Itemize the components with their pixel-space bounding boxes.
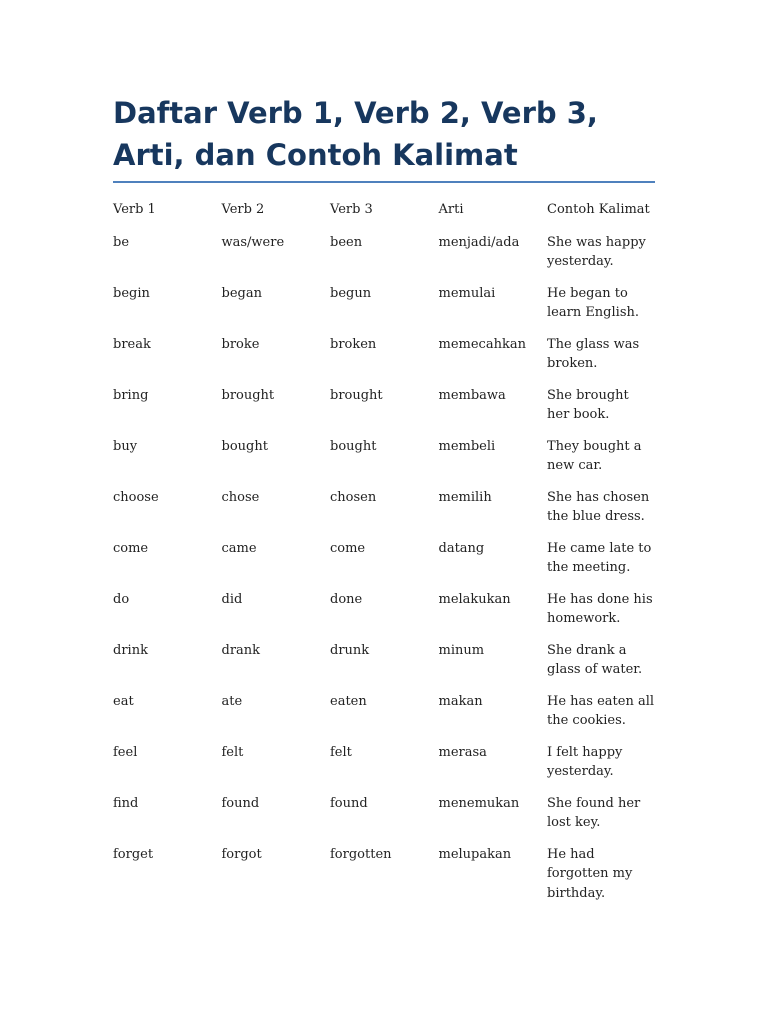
header-verb-1: Verb 1	[113, 202, 156, 217]
cell-verb-2: did	[221, 591, 243, 607]
cell-contoh-kalimat: He has done his homework.	[547, 591, 653, 626]
header-verb-2: Verb 2	[221, 202, 265, 217]
table-row	[113, 689, 655, 740]
cell-contoh-kalimat: He had forgotten my birthday.	[547, 846, 633, 901]
cell-arti: memulai	[438, 285, 496, 301]
cell-verb-3: bought	[330, 438, 377, 454]
cell-verb-2: forgot	[221, 846, 262, 862]
cell-contoh-kalimat: He began to learn English.	[547, 285, 639, 320]
cell-arti: melakukan	[438, 591, 511, 607]
cell-verb-3: brought	[330, 387, 383, 403]
cell-verb-2: chose	[221, 489, 260, 505]
cell-verb-3: broken	[330, 336, 377, 352]
cell-verb-2: began	[221, 285, 262, 301]
cell-verb-1: eat	[113, 693, 134, 709]
cell-verb-2: was/were	[221, 234, 285, 250]
table-row	[113, 791, 655, 842]
cell-verb-2: drank	[221, 642, 261, 658]
cell-verb-2: felt	[221, 744, 244, 760]
cell-verb-1: come	[113, 540, 149, 556]
cell-verb-1: choose	[113, 489, 159, 505]
cell-verb-1: drink	[113, 642, 148, 658]
cell-verb-3: come	[330, 540, 366, 556]
cell-arti: membawa	[438, 387, 506, 403]
header-arti: Arti	[438, 202, 464, 217]
cell-contoh-kalimat: She drank a glass of water.	[547, 642, 643, 677]
cell-arti: merasa	[438, 744, 487, 760]
cell-verb-3: drunk	[330, 642, 370, 658]
cell-arti: memecahkan	[438, 336, 526, 352]
cell-arti: minum	[438, 642, 485, 658]
cell-verb-1: bring	[113, 387, 149, 403]
table-row	[113, 230, 655, 281]
cell-arti: menemukan	[438, 795, 520, 811]
cell-verb-2: bought	[221, 438, 268, 454]
cell-arti: membeli	[438, 438, 496, 454]
cell-arti: makan	[438, 693, 483, 709]
table-row	[113, 587, 655, 638]
table-row	[113, 536, 655, 587]
cell-verb-3: eaten	[330, 693, 367, 709]
cell-verb-2: came	[221, 540, 257, 556]
table-row	[113, 842, 655, 913]
cell-verb-1: forget	[113, 846, 154, 862]
cell-verb-1: buy	[113, 438, 138, 454]
table-row	[113, 638, 655, 689]
cell-arti: melupakan	[438, 846, 512, 862]
cell-verb-3: begun	[330, 285, 372, 301]
document-page	[113, 92, 655, 912]
cell-verb-3: found	[330, 795, 368, 811]
header-contoh-kalimat: Contoh Kalimat	[547, 202, 650, 217]
cell-contoh-kalimat: He has eaten all the cookies.	[547, 693, 655, 728]
cell-contoh-kalimat: I felt happy yesterday.	[547, 744, 623, 779]
cell-verb-3: chosen	[330, 489, 377, 505]
cell-arti: datang	[438, 540, 485, 556]
cell-contoh-kalimat: They bought a new car.	[547, 438, 642, 473]
table-row	[113, 434, 655, 485]
table-row	[113, 281, 655, 332]
cell-verb-3: been	[330, 234, 363, 250]
cell-verb-2: broke	[221, 336, 260, 352]
cell-contoh-kalimat: She has chosen the blue dress.	[547, 489, 650, 524]
table-row	[113, 332, 655, 383]
header-verb-3: Verb 3	[330, 202, 373, 217]
cell-verb-3: felt	[330, 744, 352, 760]
cell-verb-2: found	[221, 795, 260, 811]
cell-arti: memilih	[438, 489, 492, 505]
title-underline	[113, 181, 655, 183]
cell-verb-1: break	[113, 336, 151, 352]
cell-verb-2: ate	[221, 693, 243, 709]
table-row	[113, 740, 655, 791]
table-row	[113, 485, 655, 536]
table-header-row	[113, 197, 655, 230]
cell-contoh-kalimat: The glass was broken.	[547, 336, 640, 371]
cell-contoh-kalimat: She brought her book.	[547, 387, 629, 422]
cell-verb-1: feel	[113, 744, 138, 760]
document-title: Daftar Verb 1, Verb 2, Verb 3, Arti, dan Contoh Kalimat	[113, 96, 598, 172]
cell-arti: menjadi/ada	[438, 234, 520, 250]
cell-contoh-kalimat: She found her lost key.	[547, 795, 641, 830]
cell-verb-3: forgotten	[330, 846, 392, 862]
table-row	[113, 383, 655, 434]
cell-contoh-kalimat: He came late to the meeting.	[547, 540, 652, 575]
cell-verb-1: be	[113, 234, 130, 250]
verb-table	[113, 197, 655, 912]
cell-verb-1: do	[113, 591, 130, 607]
cell-verb-2: brought	[221, 387, 275, 403]
cell-verb-1: find	[113, 795, 139, 811]
cell-contoh-kalimat: She was happy yesterday.	[547, 234, 646, 269]
cell-verb-1: begin	[113, 285, 150, 301]
cell-verb-3: done	[330, 591, 363, 607]
